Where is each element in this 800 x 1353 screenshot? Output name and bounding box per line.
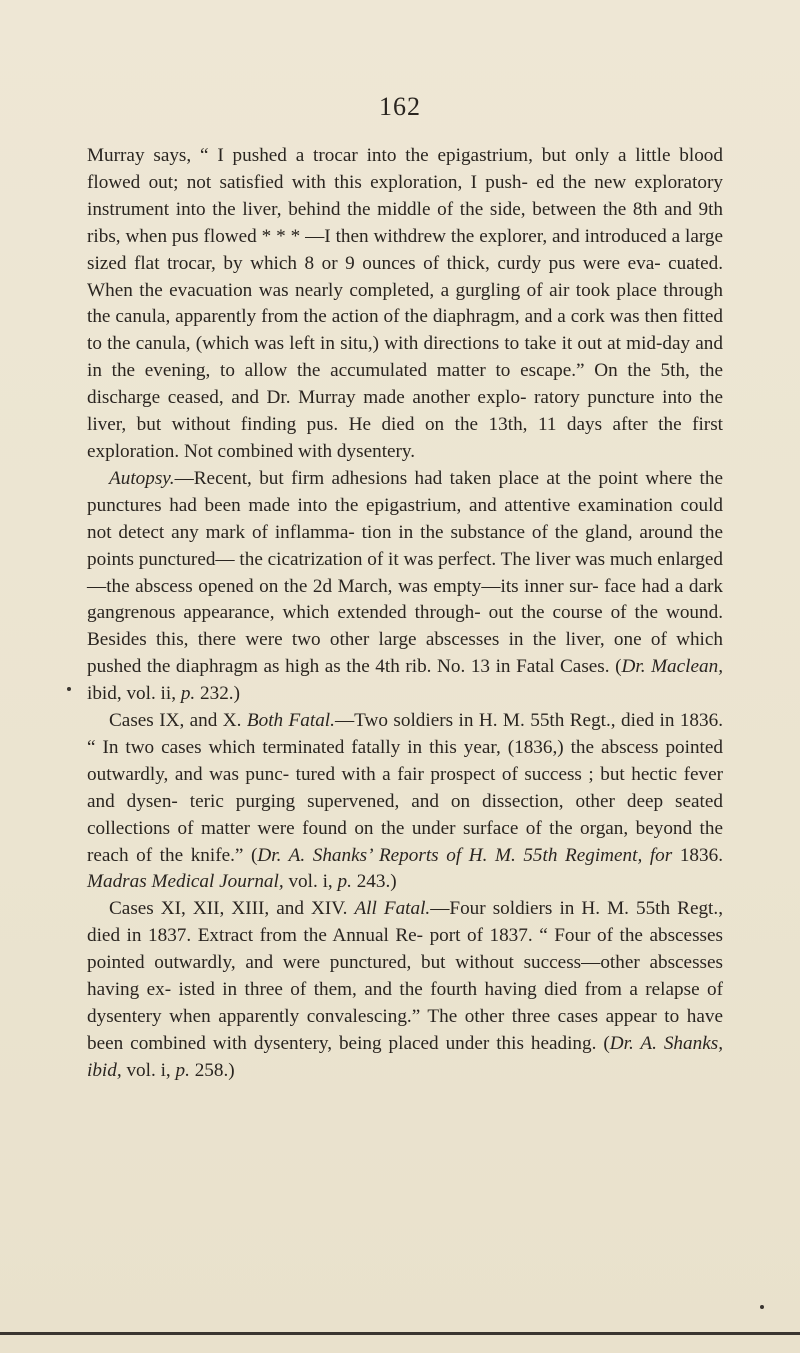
stray-ink-mark: [760, 1305, 764, 1309]
text-run: 258.): [189, 1059, 235, 1081]
text-run: ibid, vol. ii,: [87, 683, 181, 705]
italic-text-run: Dr. A. Shanks’ Reports of H. M. 55th Regiment, for: [257, 844, 673, 866]
text-run: 1836.: [672, 844, 724, 866]
italic-text-run: Dr. Maclean,: [621, 656, 723, 678]
text-run: Cases XI, XII, XIII, and XIV.: [109, 898, 355, 920]
paragraph-cases-ix-x: [87, 708, 723, 896]
italic-text-run: Madras Medical Journal,: [87, 871, 284, 893]
italic-text-run: All Fatal.: [354, 898, 431, 920]
text-run: —Recent, but firm adhesions had taken place at the point where the punctures had been made into the epigastrium, and attentive examination could not detect any mark of inflamma- tion in the substance of the gland, around the points punctured— the cicatrization of it was perfect. The liver was much enlarged —the abscess opened on the 2d March, was empty—its inner sur- face had a dark gangrenous appearance, which extended through- out the course of the wound. Besides this, there were two other large abscesses in the liver, one of which pushed the diaphragm as high as the 4th rib. No. 13 in Fatal Cases. (: [87, 467, 723, 678]
italic-text-run: p.: [337, 871, 352, 893]
paragraph-cases-xi-xiv: [87, 896, 723, 1084]
italic-text-run: p.: [180, 683, 196, 705]
text-run: 232.): [195, 683, 240, 705]
italic-text-run: p.: [175, 1059, 190, 1081]
italic-text-run: Dr. A. Shanks, ibid,: [87, 1032, 723, 1081]
text-run: Murray says, “ I pushed a trocar into the epigastrium, but only a little blood flowed out; not satisfied with this exploration, I push- ed the new exploratory instrument into the liver, behind the middle of the side, between the 8th and 9th ribs, when pus flowed * * * —I then withdrew the explorer, and introduced a large sized flat trocar, by which 8 or 9 ounces of thick, curdy pus were eva- cuated. When the evacuation was nearly completed, a gurgling of air took place through the canula, apparently from the action of the diaphragm, and a cork was then fitted to the canula, (which was left in situ,) with directions to take it out at mid-day and in the evening, to allow the accumulated matter to escape.” On the 5th, the discharge ceased, and Dr. Murray made another explo- ratory puncture into the liver, but without finding pus. He died on the 13th, 11 days after the first exploration. Not combined with dysentery.: [87, 145, 723, 462]
body-text: [87, 143, 723, 1085]
page-number: 162: [379, 92, 421, 121]
stray-ink-mark: [67, 687, 71, 691]
text-run: —Four soldiers in H. M. 55th Regt., died in 1837. Extract from the Annual Re- port of 1837. “ Four of the abscesses pointed outwardly, and were punctured, but without success—other abscesses having ex- isted in three of them, and the fourth having died from a relapse of dysentery when apparently convalescing.” The other three cases appear to have been combined with dysentery, being placed under this heading. (: [87, 898, 723, 1054]
page-bottom-rule: [0, 1332, 800, 1335]
text-run: 243.): [351, 871, 397, 893]
text-run: Cases IX, and X.: [109, 710, 247, 732]
italic-text-run: Autopsy.: [109, 467, 175, 489]
text-run: vol. i,: [283, 871, 338, 893]
italic-text-run: Both Fatal.: [246, 710, 335, 732]
paragraph-murray-case: [87, 143, 723, 466]
paragraph-autopsy: [87, 466, 723, 708]
text-run: —Two soldiers in H. M. 55th Regt., died in 1836. “ In two cases which terminated fatally in this year, (1836,) the abscess pointed outwardly, and was punc- tured with a fair prospect of success ; but hectic fever and dysen- teric purging supervened, and on dissection, other deep seated collections of matter were found on the under surface of the organ, beyond the reach of the knife.” (: [87, 710, 724, 866]
text-run: vol. i,: [121, 1059, 176, 1081]
